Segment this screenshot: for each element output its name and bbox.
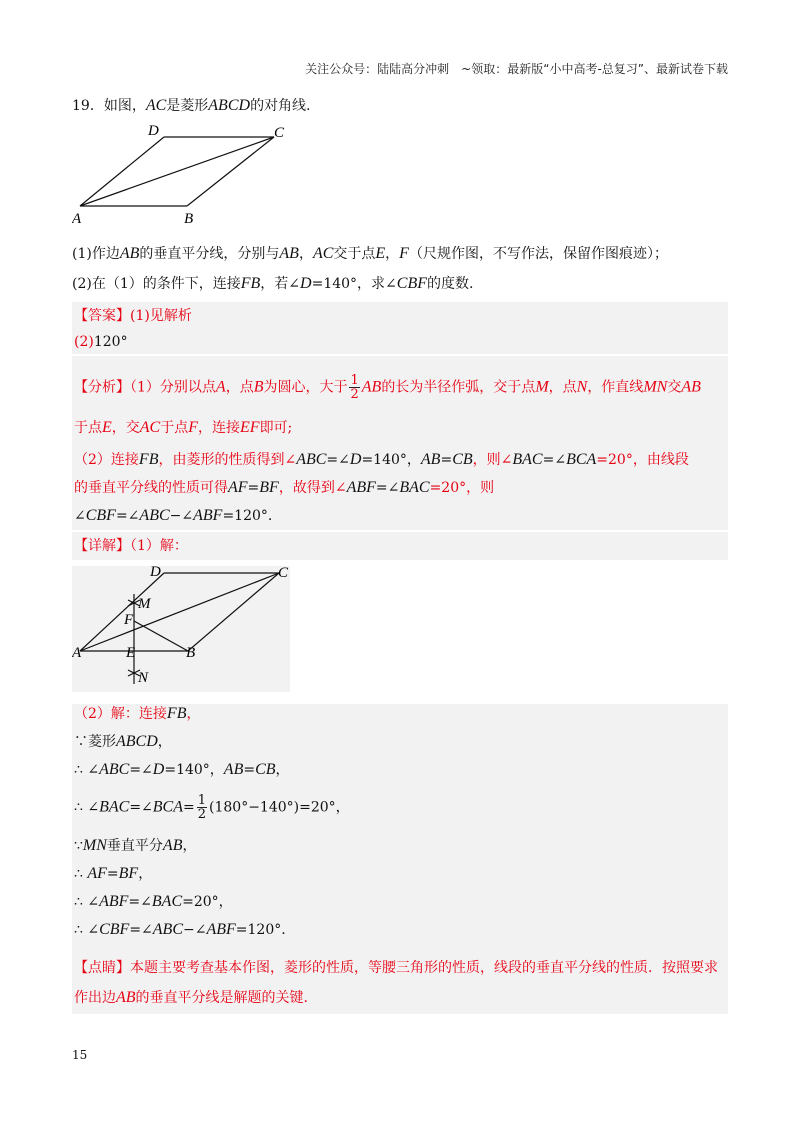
segment-fb	[134, 621, 188, 651]
edge-da	[80, 137, 164, 206]
label-m: M	[138, 596, 151, 612]
comment-line-2: 作出边AB的垂直平分线是解题的关键.	[74, 989, 308, 1006]
answer-line-1: 【答案】(1)见解析	[74, 308, 192, 324]
analysis-line-4: 的垂直平分线的性质可得AF=BF，故得到∠ABF=∠BAC=20°，则	[74, 479, 495, 496]
question-intro: 19．如图，AC是菱形ABCD的对角线.	[72, 97, 311, 114]
comment-line-1: 【点睛】本题主要考查基本作图，菱形的性质，等腰三角形的性质，线段的垂直平分线的性质．按照要求	[74, 960, 718, 976]
label-f: F	[124, 612, 134, 628]
question-part1: (1)作边AB的垂直平分线，分别与AB，AC交于点E，F（尺规作图，不写作法，保留作图痕迹）；	[72, 245, 668, 262]
solution-line-5: ∵MN垂直平分AB，	[74, 837, 197, 854]
diagonal-ac	[80, 573, 279, 651]
solution-line-1: （2）解：连接FB，	[74, 705, 201, 722]
label-a: A	[72, 211, 82, 224]
analysis-block	[72, 356, 728, 530]
fraction-half: $\frac{1}{2}$	[350, 373, 359, 402]
question-part2: (2)在（1）的条件下，连接FB，若∠D=140°，求∠CBF的度数.	[72, 275, 474, 292]
solution-line-8: ∴ ∠CBF=∠ABC−∠ABF=120°.	[74, 921, 286, 938]
analysis-line-2: 于点E，交AC于点F，连接EF即可;	[74, 419, 293, 436]
detail-solution	[72, 704, 728, 952]
label-c: C	[274, 125, 285, 141]
figure-rhombus	[72, 124, 302, 224]
comment-block	[72, 952, 728, 1014]
solution-line-2: ∵菱形ABCD，	[74, 733, 172, 750]
answer-block	[72, 302, 728, 354]
analysis-line-5: ∠CBF=∠ABC−∠ABF=120°.	[74, 507, 273, 524]
label-a: A	[72, 645, 82, 661]
construction-lines	[80, 573, 279, 684]
label-d: D	[148, 124, 159, 139]
analysis-line-1: 【分析】（1）分别以点A，点B为圆心，大于 $\frac{1}{2}$ AB的长为半径作弧，交于点M，点N，作直线MN交AB	[74, 373, 701, 402]
rhombus-lines	[80, 137, 274, 206]
label-c: C	[278, 566, 289, 581]
solution-line-7: ∴ ∠ABF=∠BAC=20°，	[74, 893, 233, 910]
answer-line-2: (2)120°	[74, 334, 128, 350]
solution-line-6: ∴ AF=BF，	[74, 865, 153, 882]
label-b: B	[184, 211, 194, 224]
label-d: D	[150, 566, 161, 580]
page-number: 15	[72, 1048, 88, 1062]
label-b: B	[186, 645, 196, 661]
fraction-half-2: $\frac{1}{2}$	[197, 793, 207, 822]
label-e: E	[126, 645, 136, 661]
detail-header: 【详解】（1）解：	[72, 532, 728, 560]
solution-line-4: ∴ ∠BAC=∠BCA= $\frac{1}{2}$ (180°−140°)=20°，	[74, 793, 350, 822]
solution-line-3: ∴ ∠ABC=∠D=140°，AB=CB，	[74, 761, 290, 778]
figure-construction	[72, 566, 290, 692]
diagonal-ac	[80, 137, 274, 206]
analysis-line-3: （2）连接FB，由菱形的性质得到∠ABC=∠D=140°，AB=CB，则∠BAC=∠BCA=20°，由线段	[74, 451, 689, 468]
edge-bc	[187, 137, 274, 206]
edge-bc	[188, 573, 279, 651]
page-header: 关注公众号：陆陆高分冲刺 ~领取：最新版“小中高考-总复习”、最新试卷下载	[305, 62, 728, 76]
label-n: N	[138, 670, 149, 686]
edge-da	[80, 573, 164, 651]
